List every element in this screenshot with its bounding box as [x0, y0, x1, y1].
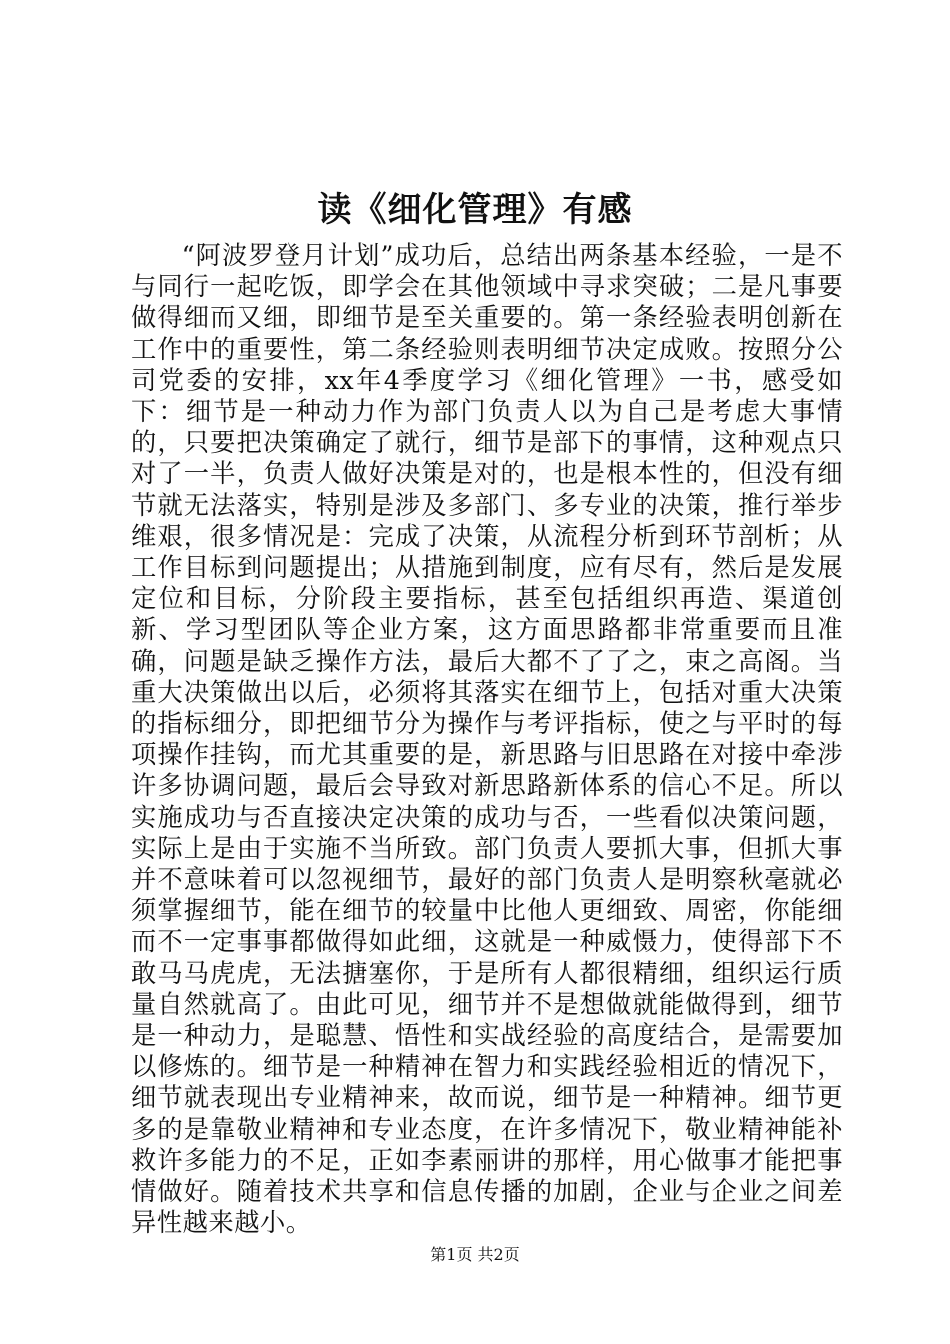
document-body: “阿波罗登月计划”成功后，总结出两条基本经验，一是不与同行一起吃饭，即学会在其他领域中寻求突破；二是凡事要做得细而又细，即细节是至关重要的。第一条经验表明创新在工作中的重要性，第二条经验则表明细节决定成败。按照分公司党委的安排，xx年4季度学习《细化管理》一书，感受如下：细节是一种动力作为部门负责人以为自己是考虑大事情的，只要把决策确定了就行，细节是部下的事情，这种观点只对了一半，负责人做好决策是对的，也是根本性的，但没有细节就无法落实，特别是涉及多部门、多专业的决策，推行举步维艰，很多情况是：完成了决策，从流程分析到环节剖析；从工作目标到问题提出；从措施到制度，应有尽有，然后是发展定位和目标，分阶段主要指标，甚至包括组织再造、渠道创新、学习型团队等企业方案，这方面思路都非常重要而且准确，问题是缺乏操作方法，最后大都不了了之，束之高阁。当重大决策做出以后，必须将其落实在细节上，包括对重大决策的指标细分，即把细节分为操作与考评指标，使之与平时的每项操作挂钩，而尤其重要的是，新思路与旧思路在对接中牵涉许多协调问题，最后会导致对新思路新体系的信心不足。所以实施成功与否直接决定决策的成功与否，一些看似决策问题，实际上是由于实施不当所致。部门负责人要抓大事，但抓大事并不意味着可以忽视细节，最好的部门负责人是明察秋毫就必须掌握细节，能在细节的较量中比他人更细致、周密，你能细而不一定事事都做得如此细，这就是一种威慑力，使得部下不敢马马虎虎，无法搪塞你，于是所有人都很精细，组织运行质量自然就高了。由此可见，细节并不是想做就能做得到，细节是一种动力，是聪慧、悟性和实战经验的高度结合，是需要加以修炼的。细节是一种精神在智力和实践经验相近的情况下，细节就表现出专业精神来，故而说，细节是一种精神。细节更多的是靠敬业精神和专业态度，在许多情况下，敬业精神能补救许多能力的不足，正如李素丽讲的那样，用心做事才能把事情做好。随着技术共享和信息传播的加剧，企业与企业之间差异性越来越小。 — [131, 241, 843, 1238]
document-title: 读《细化管理》有感 — [317, 190, 633, 230]
page-footer: 第1页 共2页 — [430, 1245, 520, 1264]
